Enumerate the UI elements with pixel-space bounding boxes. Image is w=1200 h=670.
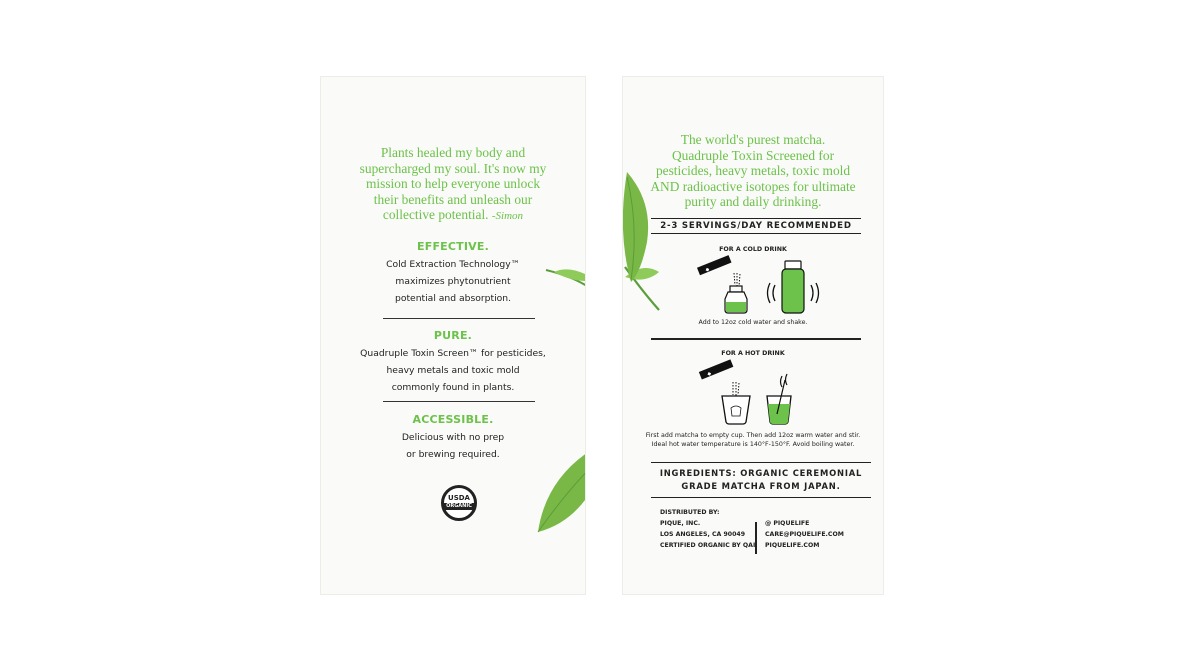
- tagline-line: purity and daily drinking.: [684, 194, 822, 210]
- quote-line: Plants healed my body and: [380, 145, 526, 160]
- feature-line: maximizes phytonutrient: [395, 276, 511, 287]
- usda-organic-seal: [441, 485, 477, 521]
- contact-line: CARE@PIQUELIFE.COM: [765, 531, 844, 538]
- feature-title: ACCESSIBLE.: [412, 413, 494, 426]
- tagline-line: The world's purest matcha.: [680, 132, 826, 147]
- contact-info: [765, 518, 844, 551]
- feature-line: Delicious with no prep: [401, 432, 505, 443]
- distributor-info: [660, 507, 755, 551]
- tagline-line: Quadruple Toxin Screened for: [671, 147, 835, 163]
- quote-line: mission to help everyone unlock: [365, 176, 541, 192]
- quote-line: supercharged my soul. It's now my: [359, 160, 547, 176]
- feature-accessible: [351, 413, 555, 463]
- distributor-line: PIQUE, INC.: [660, 520, 701, 527]
- vertical-divider: [755, 522, 757, 554]
- feature-line: Cold Extraction Technology™: [386, 259, 520, 270]
- ingredients-band: [651, 462, 871, 498]
- tagline-line: AND radioactive isotopes for ultimate: [650, 178, 856, 194]
- feature-line: Quadruple Toxin Screen™ for pesticides,: [360, 348, 546, 359]
- quote-line: their benefits and unleash our: [373, 191, 533, 207]
- feature-description: [351, 345, 555, 396]
- divider: [651, 338, 861, 340]
- ingredients-line: INGREDIENTS: ORGANIC CEREMONIAL: [659, 468, 863, 478]
- feature-line: heavy metals and toxic mold: [386, 365, 520, 376]
- instruction-line: First add matcha to empty cup. Then add 12oz warm water and stir.: [645, 432, 861, 439]
- quote-signature: -Simon: [491, 210, 524, 223]
- tea-leaf-decoration: [536, 262, 585, 562]
- seal-top-text: USDA: [448, 494, 470, 502]
- svg-text:◆: ◆: [706, 370, 713, 378]
- seal-bottom-text: ORGANIC: [444, 503, 474, 510]
- ingredients-line: GRADE MATCHA FROM JAPAN.: [681, 481, 841, 491]
- feature-title: PURE.: [433, 329, 473, 342]
- divider: [383, 318, 535, 319]
- cold-drink-heading: FOR A COLD DRINK: [719, 246, 787, 253]
- hot-drink-instruction: [623, 431, 883, 449]
- tagline-line: pesticides, heavy metals, toxic mold: [655, 163, 851, 179]
- cold-drink-instruction: Add to 12oz cold water and shake.: [698, 319, 808, 326]
- distributor-line: LOS ANGELES, CA 90049: [660, 531, 746, 538]
- feature-pure: [351, 329, 555, 396]
- contact-line: PIQUELIFE.COM: [765, 542, 820, 549]
- instruction-line: Ideal hot water temperature is 140°F-150°F. Avoid boiling water.: [651, 441, 855, 448]
- hot-drink-illustration: [695, 360, 805, 425]
- svg-text:◆: ◆: [704, 266, 711, 274]
- product-panel-left: [321, 77, 585, 594]
- servings-band: 2-3 SERVINGS/DAY RECOMMENDED: [651, 218, 861, 234]
- divider: [383, 401, 535, 402]
- feature-title: EFFECTIVE.: [417, 240, 489, 253]
- quote-line-text: collective potential.: [382, 207, 489, 223]
- product-tagline: [637, 132, 869, 210]
- feature-description: [351, 256, 555, 307]
- founder-quote: [343, 145, 563, 225]
- distributor-line: CERTIFIED ORGANIC BY QAI: [660, 542, 756, 549]
- feature-description: [351, 429, 555, 463]
- cold-drink-illustration: [695, 255, 815, 315]
- hot-drink-heading: FOR A HOT DRINK: [721, 350, 785, 357]
- feature-effective: [351, 240, 555, 307]
- quote-line: [343, 207, 563, 225]
- product-panel-right: [623, 77, 883, 594]
- distributor-line: DISTRIBUTED BY:: [660, 509, 720, 516]
- feature-line: potential and absorption.: [395, 293, 511, 304]
- feature-line: or brewing required.: [406, 449, 500, 460]
- contact-line: @ PIQUELIFE: [765, 520, 810, 527]
- feature-line: commonly found in plants.: [391, 382, 515, 393]
